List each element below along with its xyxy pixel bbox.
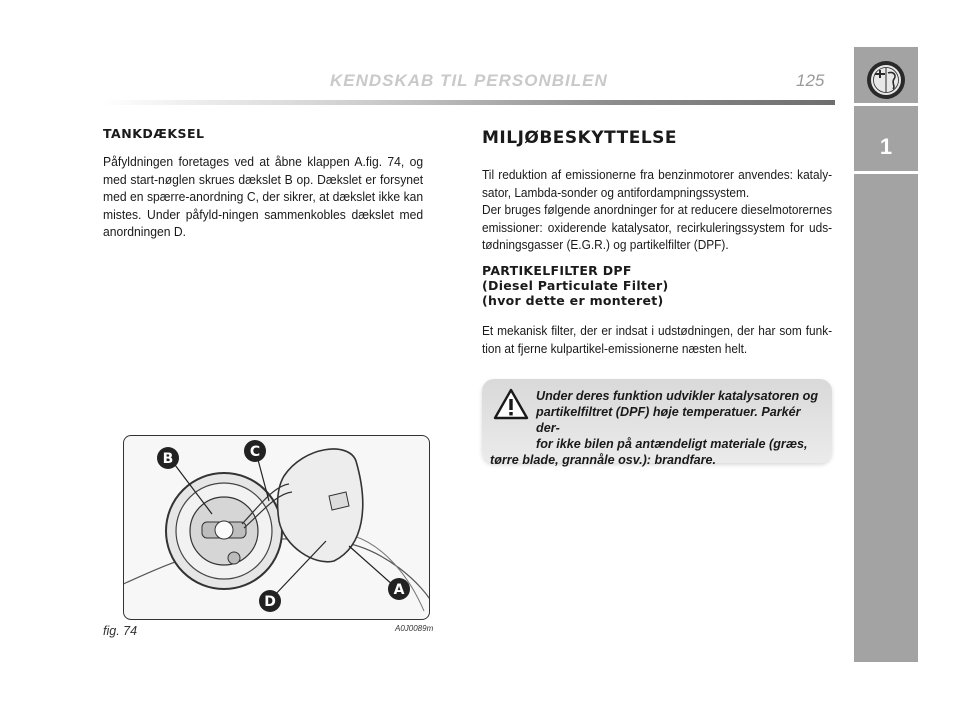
callout-b — [157, 447, 179, 469]
header-divider — [100, 100, 835, 105]
callout-a — [388, 578, 410, 600]
fuel-cap-drawing — [124, 436, 429, 619]
section-heading-fuel-cap: TANKDÆKSEL — [103, 126, 205, 141]
warning-line-4: tørre blade, grannåle osv.): brandfare. — [490, 453, 717, 467]
dpf-heading-line-1: PARTIKELFILTER DPF — [482, 263, 632, 278]
page-number: 125 — [796, 71, 825, 90]
figure-code: A0J0089m — [395, 624, 434, 633]
callout-c — [244, 440, 266, 462]
dpf-heading-line-3: (hvor dette er monteret) — [482, 293, 664, 308]
warning-text — [490, 388, 826, 468]
dpf-paragraph: Et mekanisk filter, der er indsat i udstødningen, der har som funk-tion at fjerne kulpartikel-emissionerne næsten helt. — [482, 323, 833, 356]
section-heading-environment: MILJØBESKYTTELSE — [482, 128, 678, 148]
side-tab-divider — [854, 171, 918, 174]
dpf-heading — [482, 263, 668, 308]
environment-paragraph-2: Der bruges følgende anordninger for at reducere dieselmotorernes emissioner: oxiderende katalysator, recirkuleringssystem for uds-tødningsgasser (E.G.R.) og partikelfilter (DPF). — [482, 202, 833, 252]
svg-text:A: A — [393, 582, 405, 598]
figure-fuel-cap-illustration — [123, 435, 430, 620]
warning-line-2: partikelfiltret (DPF) høje temperatuer. Parkér der- — [536, 405, 801, 435]
warning-line-1: Under deres funktion udvikler katalysatoren og — [536, 389, 819, 403]
callout-d — [259, 590, 281, 612]
alfa-romeo-logo-icon — [866, 60, 906, 100]
dpf-heading-line-2: (Diesel Particulate Filter) — [482, 278, 669, 293]
chapter-number: 1 — [879, 134, 893, 159]
svg-text:C: C — [249, 444, 261, 460]
figure-caption: fig. 74 — [103, 624, 138, 638]
page-header-title: KENDSKAB TIL PERSONBILEN — [330, 71, 608, 90]
fuel-cap-paragraph: Påfyldningen foretages ved at åbne klappen A.fig. 74, og med start-nøglen skrues dækslet B op. Dækslet er forsynet med en spærre-anordning C, der sikrer, at dækslet ikke kan mistes. Under påfyld-ningen sammenkobles dækslet med anordningen D. — [103, 154, 424, 239]
side-tab-divider — [854, 103, 918, 106]
svg-text:B: B — [162, 451, 174, 467]
svg-text:D: D — [264, 594, 276, 610]
environment-paragraph-1: Til reduktion af emissionerne fra benzinmotorer anvendes: kataly-sator, Lambda-sonder og antifordampningssystem. — [482, 167, 833, 200]
warning-line-3: for ikke bilen på antændeligt materiale (græs, — [536, 437, 808, 451]
